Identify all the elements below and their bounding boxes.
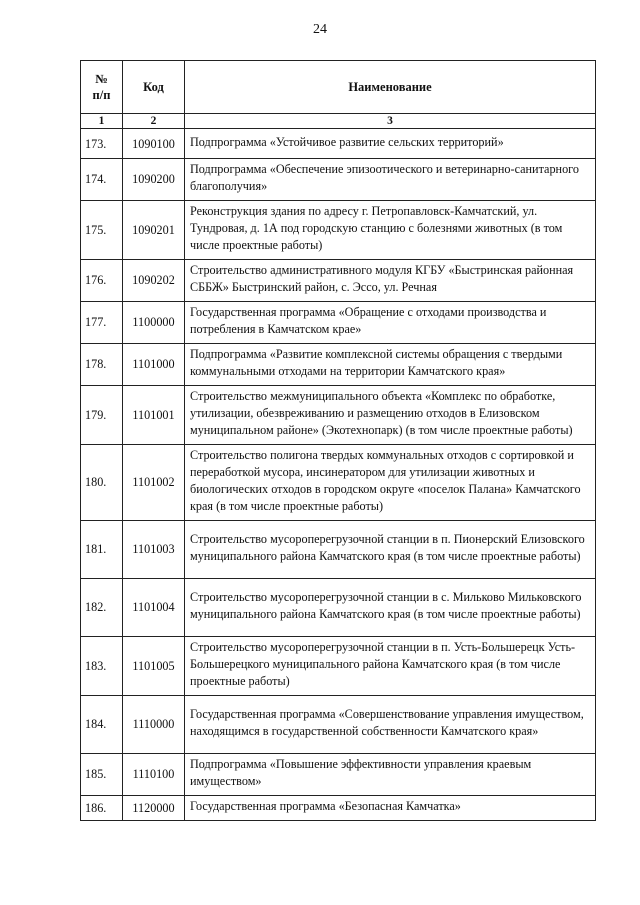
table-row (81, 129, 596, 159)
row-number: 181. (81, 521, 123, 579)
row-code: 1101003 (123, 521, 185, 579)
row-code: 1101002 (123, 445, 185, 521)
row-name: Реконструкция здания по адресу г. Петропавловск-Камчатский, ул. Тундровая, д. 1А под городскую станцию с болезнями животных (в том числе проектные работы) (185, 201, 596, 260)
row-number: 178. (81, 344, 123, 386)
row-code: 1120000 (123, 796, 185, 821)
row-number: 185. (81, 754, 123, 796)
row-name: Строительство административного модуля КГБУ «Быстринская районная СББЖ» Быстринский район, с. Эссо, ул. Речная (185, 260, 596, 302)
table-row (81, 386, 596, 445)
row-code: 1101005 (123, 637, 185, 696)
table-column-index-row (81, 114, 596, 129)
row-code: 1110100 (123, 754, 185, 796)
row-name: Строительство полигона твердых коммунальных отходов с сортировкой и переработкой мусора, инсинератором для утилизации животных и биологических отходов в городском округе «поселок Палана» Камчатского края (в том числе проектные работы) (185, 445, 596, 521)
table-row (81, 796, 596, 821)
row-number: 175. (81, 201, 123, 260)
row-number: 174. (81, 159, 123, 201)
table-row (81, 302, 596, 344)
row-name: Подпрограмма «Обеспечение эпизоотического и ветеринарно-санитарного благополучия» (185, 159, 596, 201)
row-number: 177. (81, 302, 123, 344)
table-row (81, 521, 596, 579)
row-name: Строительство мусороперегрузочной станции в с. Мильково Мильковского муниципального района Камчатского края (в том числе проектные работы) (185, 579, 596, 637)
row-name: Строительство мусороперегрузочной станции в п. Пионерский Елизовского муниципального района Камчатского края (в том числе проектные работы) (185, 521, 596, 579)
table-row (81, 754, 596, 796)
row-name: Подпрограмма «Повышение эффективности управления краевым имуществом» (185, 754, 596, 796)
header-code: Код (123, 61, 185, 114)
row-number: 184. (81, 696, 123, 754)
row-code: 1090200 (123, 159, 185, 201)
page-number: 24 (313, 22, 327, 37)
column-index: 1 (81, 114, 123, 129)
row-code: 1101004 (123, 579, 185, 637)
row-name: Подпрограмма «Развитие комплексной системы обращения с твердыми коммунальными отходами на территории Камчатского края» (185, 344, 596, 386)
row-code: 1101001 (123, 386, 185, 445)
column-index: 2 (123, 114, 185, 129)
table-header-row (81, 61, 596, 114)
row-code: 1100000 (123, 302, 185, 344)
row-number: 182. (81, 579, 123, 637)
row-number: 183. (81, 637, 123, 696)
header-num: № п/п (81, 61, 123, 114)
row-code: 1090100 (123, 129, 185, 159)
header-name: Наименование (185, 61, 596, 114)
row-number: 186. (81, 796, 123, 821)
table-row (81, 260, 596, 302)
row-number: 179. (81, 386, 123, 445)
row-code: 1090201 (123, 201, 185, 260)
row-name: Строительство межмуниципального объекта «Комплекс по обработке, утилизации, обезвреживанию и размещению отходов в Елизовском муниципальном районе» (Экотехнопарк) (в том числе проектные работы) (185, 386, 596, 445)
row-number: 173. (81, 129, 123, 159)
column-index: 3 (185, 114, 596, 129)
table-row (81, 344, 596, 386)
table-row (81, 637, 596, 696)
table-row (81, 579, 596, 637)
budget-codes-table (80, 60, 596, 821)
table-row (81, 445, 596, 521)
row-name: Государственная программа «Обращение с отходами производства и потребления в Камчатском крае» (185, 302, 596, 344)
table-row (81, 201, 596, 260)
row-name: Строительство мусороперегрузочной станции в п. Усть-Большерецк Усть-Большерецкого муниципального района Камчатского края (в том числе проектные работы) (185, 637, 596, 696)
row-code: 1090202 (123, 260, 185, 302)
row-name: Подпрограмма «Устойчивое развитие сельских территорий» (185, 129, 596, 159)
table-row (81, 696, 596, 754)
table-row (81, 159, 596, 201)
row-name: Государственная программа «Совершенствование управления имуществом, находящимся в государственной собственности Камчатского края» (185, 696, 596, 754)
row-name: Государственная программа «Безопасная Камчатка» (185, 796, 596, 821)
row-number: 176. (81, 260, 123, 302)
row-code: 1110000 (123, 696, 185, 754)
row-code: 1101000 (123, 344, 185, 386)
row-number: 180. (81, 445, 123, 521)
